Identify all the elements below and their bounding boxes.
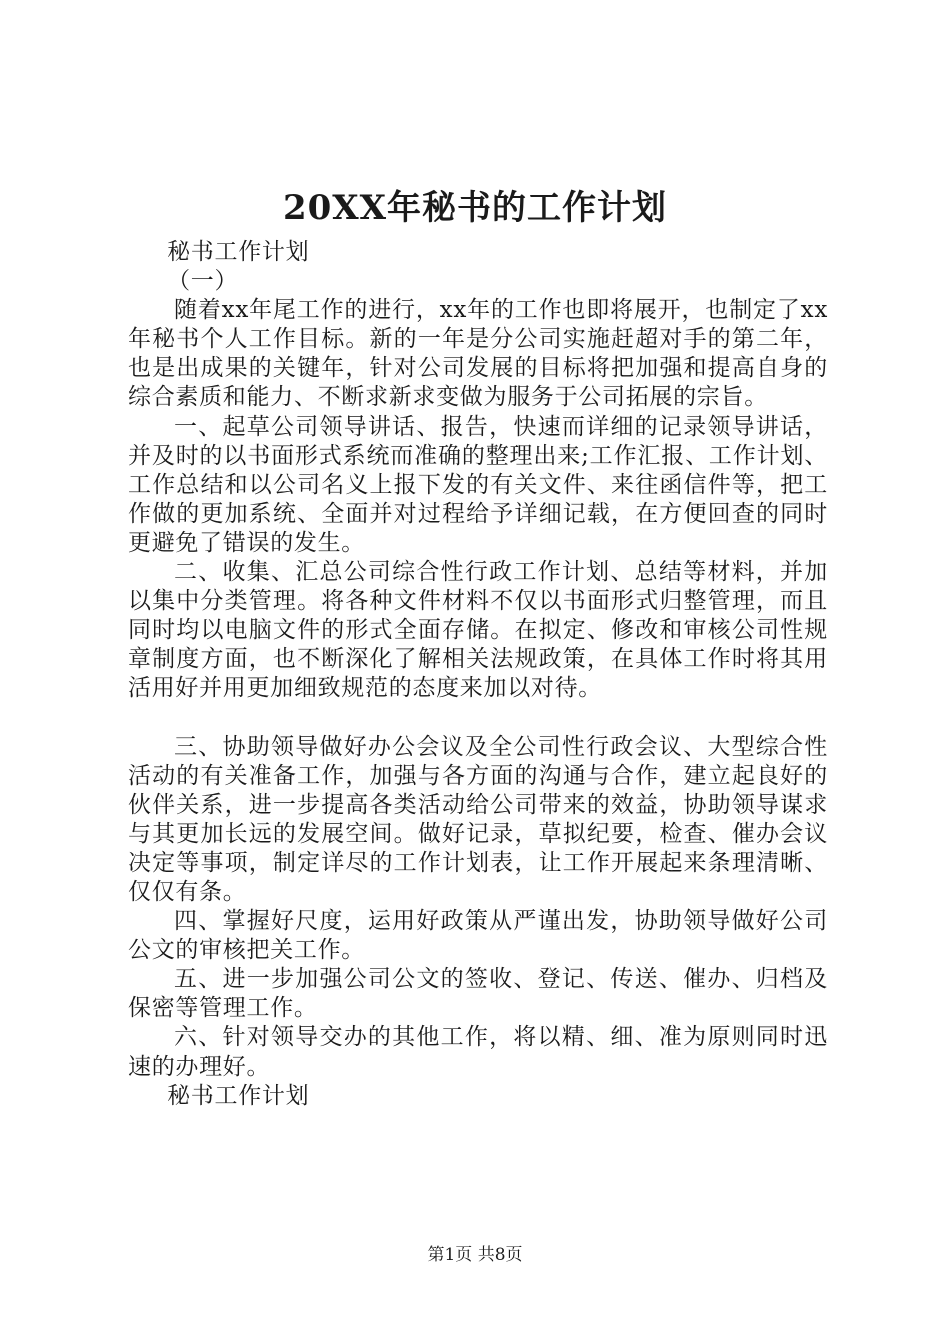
paragraph-item-1: 一、起草公司领导讲话、报告，快速而详细的记录领导讲话，并及时的以书面形式系统而准确的整理出来;工作汇报、工作计划、工作总结和以公司名义上报下发的有关文件、来往函信件等，把工作做的更加系统、全面并对过程给予详细记载，在方便回查的同时更避免了错误的发生。 — [128, 413, 828, 556]
section-marker: （一） — [167, 268, 239, 295]
document-title: 20XX年秘书的工作计划 — [282, 188, 668, 228]
closing-line: 秘书工作计划 — [167, 1082, 310, 1109]
document-body — [128, 238, 828, 1111]
paragraph-item-3: 三、协助领导做好办公会议及全公司性行政会议、大型综合性活动的有关准备工作，加强与各方面的沟通与合作，建立起良好的伙伴关系，进一步提高各类活动给公司带来的效益，协助领导谋求与其更加长远的发展空间。做好记录，草拟纪要，检查、催办会议决定等事项，制定详尽的工作计划表，让工作开展起来条理清晰、仅仅有条。 — [128, 733, 828, 905]
subtitle-line: 秘书工作计划 — [167, 239, 310, 265]
paragraph-item-6: 六、针对领导交办的其他工作，将以精、细、准为原则同时迅速的办理好。 — [128, 1024, 828, 1080]
paragraph-item-2: 二、收集、汇总公司综合性行政工作计划、总结等材料，并加以集中分类管理。将各种文件材料不仅以书面形式归整管理，而且同时均以电脑文件的形式全面存储。在拟定、修改和审核公司性规章制度方面，也不断深化了解相关法规政策，在具体工作时将其用活用好并用更加细致规范的态度来加以对待。 — [128, 559, 828, 702]
page-footer: 第1页 共8页 — [427, 1245, 523, 1265]
paragraph-item-4: 四、掌握好尺度，运用好政策从严谨出发，协助领导做好公司公文的审核把关工作。 — [128, 908, 828, 964]
paragraph-item-5: 五、进一步加强公司公文的签收、登记、传送、催办、归档及保密等管理工作。 — [128, 966, 828, 1022]
paragraph-intro: 随着xx年尾工作的进行，xx年的工作也即将展开，也制定了xx年秘书个人工作目标。新的一年是分公司实施赶超对手的第二年，也是出成果的关键年，针对公司发展的目标将把加强和提高自身的综合素质和能力、不断求新求变做为服务于公司拓展的宗旨。 — [128, 297, 828, 411]
